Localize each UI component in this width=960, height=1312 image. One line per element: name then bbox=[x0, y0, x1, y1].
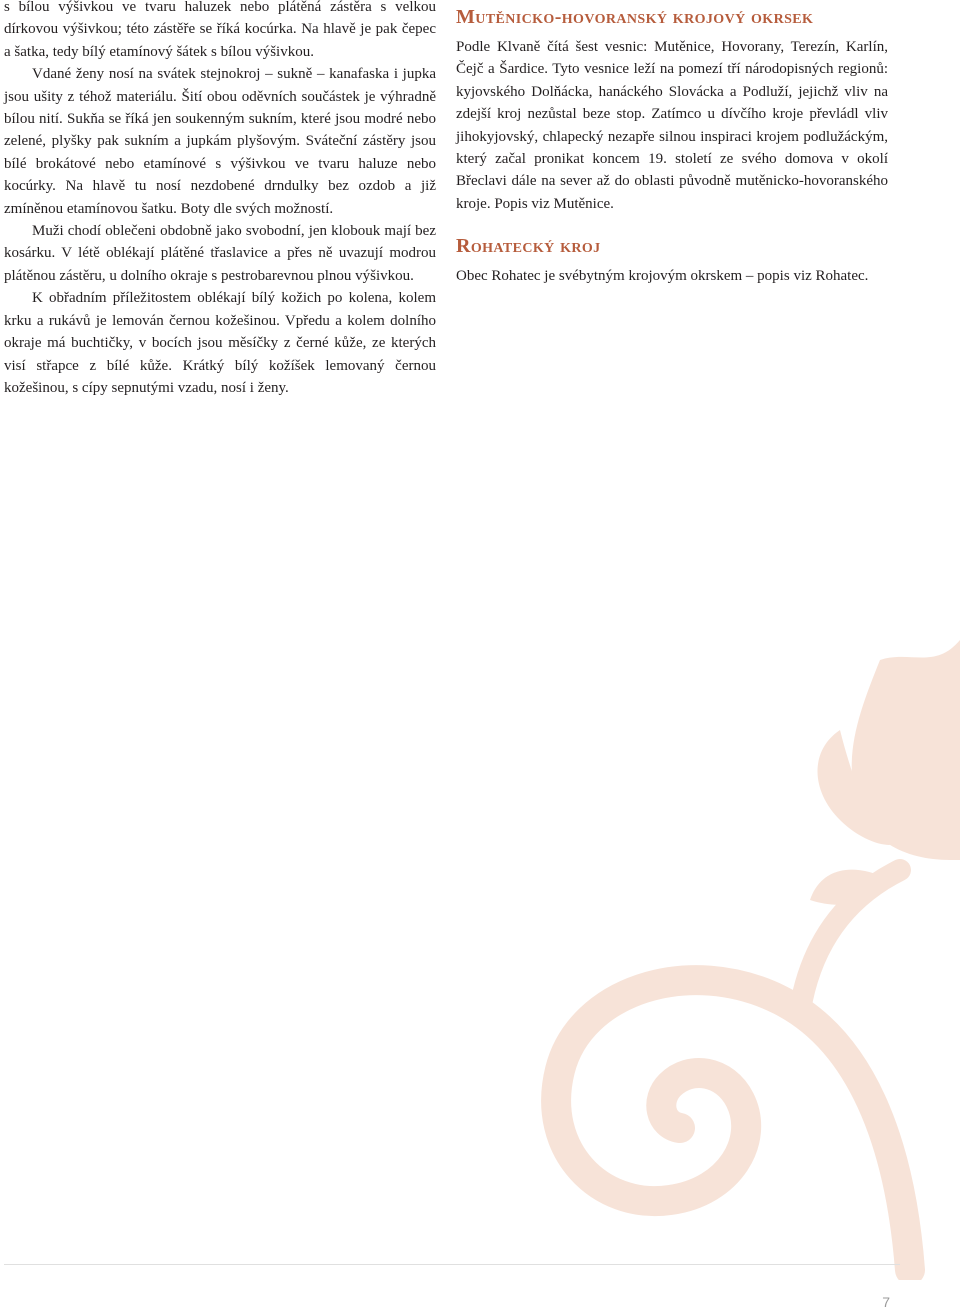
paragraph: Muži chodí oblečeni obdobně jako svobodní, jen klobouk mají bez kosárku. V létě oblékají plátěné třaslavice a přes ně uvazují modrou plátěnou zástěru, u dolního okraje s pestrobarevnou plnou výšivkou. bbox=[4, 223, 436, 284]
tulip-scroll-ornament-icon bbox=[480, 620, 960, 1280]
paragraph: s bílou výšivkou ve tvaru haluzek nebo plátěná zástěra s velkou dírkovou výšivkou; této zástěře se říká kocúrka. Na hlavě je pak čepec a šatka, tedy bílý etamínový šátek s bílou výšivkou. bbox=[4, 0, 436, 60]
section-heading: Mutěnicko-hovoranský krojový okrsek bbox=[456, 6, 814, 28]
paragraph: K obřadním příležitostem oblékají bílý kožich po kolena, kolem krku a rukávů je lemován černou kožešinou. Vpředu a kolem dolního okraje má buchtičky, v bocích jsou měsíčky z černé kůže, ze kterých visí střapce z bílé kůže. Krátký bílý kožíšek lemovaný černou kožešinou, s cípy sepnutými vzadu, nosí i ženy. bbox=[4, 290, 436, 396]
paragraph: Vdané ženy nosí na svátek stejnokroj – sukně – kanafaska i jupka jsou ušity z téhož materiálu. Šití obou oděvních součástek je výhradně bílou nití. Sukňa se říká jen soukenným sukním, které jsou modré nebo zelené, plyšky pak sukním a jupkám plyšovým. Sváteční zástěry jsou bílé brokátové nebo etamínové s výšivkou ve tvaru haluze nebo kocúrky. Na hlavě tu nosí nezdobené drndulky bez ozdob a již zmíněnou etamínovou šatku. Boty dle svých možností. bbox=[4, 66, 436, 217]
right-column bbox=[456, 0, 888, 288]
page-number: 7 bbox=[882, 1294, 890, 1310]
paragraph: Obec Rohatec je svébytným krojovým okrskem – popis viz Rohatec. bbox=[456, 268, 869, 285]
left-column bbox=[4, 0, 436, 399]
footer-rule bbox=[4, 1264, 900, 1265]
paragraph: Podle Klvaně čítá šest vesnic: Mutěnice, Hovorany, Terezín, Karlín, Čejč a Šardice. Tyto vesnice leží na pomezí tří národopisných regionů: kyjovského Dolňácka, hanáckého Slovácka a Podluží, jejichž vliv na zdejší kroj nezůstal beze stop. Zatímco u dívčího kroje převládl vliv jihokyjovský, chlapecký nezapře silnou inspiraci krojem podlužáckým, který začal pronikat koncem 19. století ze svého domova v okolí Břeclavi dále na sever až do oblasti původně mutěnicko-hovoranského kroje. Popis viz Mutěnice. bbox=[456, 39, 888, 212]
section-heading: Rohatecký kroj bbox=[456, 235, 601, 258]
